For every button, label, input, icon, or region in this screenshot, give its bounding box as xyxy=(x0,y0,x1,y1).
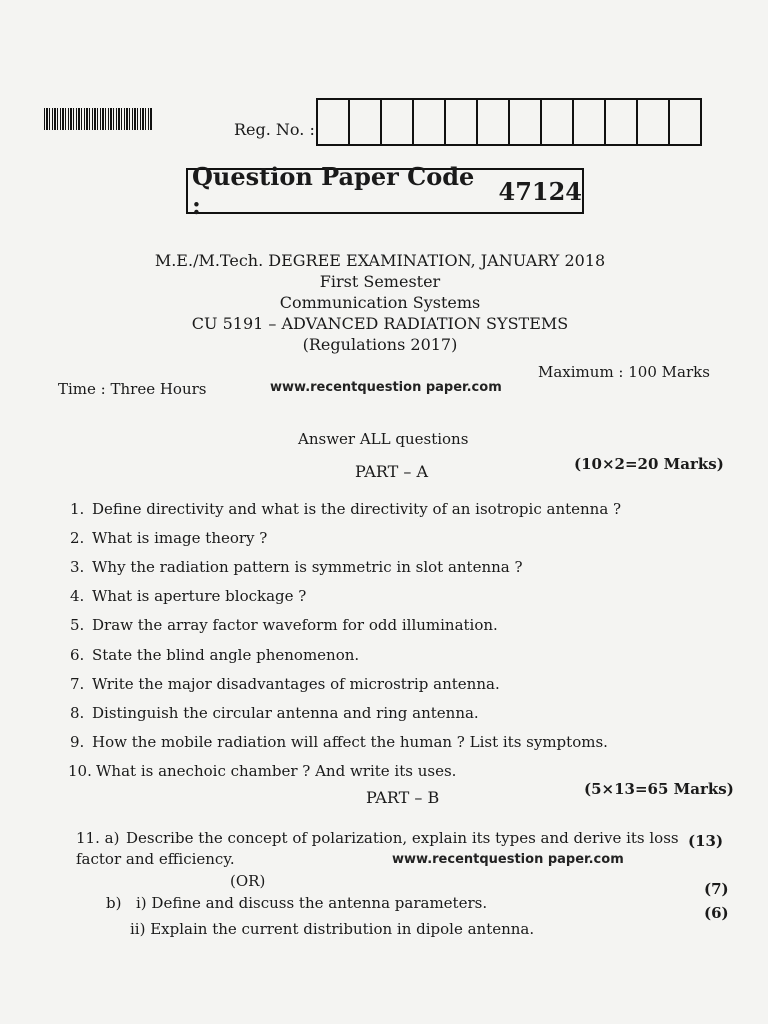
question-item: 1. Define directivity and what is the directivity of an isotropic antenna ? xyxy=(70,500,622,518)
q11b-label: b) xyxy=(106,894,122,912)
reg-no-digit-box xyxy=(350,100,382,144)
q11b-i-marks: (7) xyxy=(704,880,729,898)
reg-no-boxes xyxy=(316,98,702,146)
reg-no-digit-box xyxy=(446,100,478,144)
part-a-marks: (10×2=20 Marks) xyxy=(574,455,724,473)
reg-no-digit-box xyxy=(542,100,574,144)
part-b-heading: PART – B xyxy=(366,788,440,807)
course-title: CU 5191 – ADVANCED RADIATION SYSTEMS xyxy=(191,314,569,333)
answer-all-instruction: Answer ALL questions xyxy=(298,430,469,448)
reg-no-digit-box xyxy=(510,100,542,144)
qpc-code: 47124 xyxy=(498,176,582,206)
question-item: 10. What is anechoic chamber ? And write its uses. xyxy=(68,762,457,780)
qpc-label: Question Paper Code : xyxy=(192,162,475,220)
or-separator: (OR) xyxy=(230,872,266,890)
max-marks: Maximum : 100 Marks xyxy=(538,363,710,381)
question-item: 2. What is image theory ? xyxy=(70,529,268,547)
q11a-marks: (13) xyxy=(688,832,724,850)
reg-no-digit-box xyxy=(478,100,510,144)
question-item: 3. Why the radiation pattern is symmetric in slot antenna ? xyxy=(70,558,523,576)
reg-no-digit-box xyxy=(318,100,350,144)
question-11b xyxy=(106,890,534,942)
reg-no-digit-box xyxy=(574,100,606,144)
reg-no-digit-box xyxy=(638,100,670,144)
part-a-heading: PART – A xyxy=(355,462,429,481)
question-item: 6. State the blind angle phenomenon. xyxy=(70,646,360,664)
branch: Communication Systems xyxy=(279,293,481,312)
question-item: 5. Draw the array factor waveform for odd illumination. xyxy=(70,616,498,634)
part-b-marks: (5×13=65 Marks) xyxy=(584,780,734,798)
q11b-ii-marks: (6) xyxy=(704,904,729,922)
regulations: (Regulations 2017) xyxy=(302,335,458,354)
q11a-text: Describe the concept of polarization, explain its types and derive its loss factor and efficiency. xyxy=(76,829,679,868)
reg-no-digit-box xyxy=(414,100,446,144)
barcode xyxy=(44,108,152,130)
semester: First Semester xyxy=(319,272,441,291)
reg-no-digit-box xyxy=(382,100,414,144)
question-item: 7. Write the major disadvantages of microstrip antenna. xyxy=(70,675,500,693)
time-allowed: Time : Three Hours xyxy=(58,380,207,398)
q11b-i-text: i) Define and discuss the antenna parameters. xyxy=(136,894,488,912)
question-item: 4. What is aperture blockage ? xyxy=(70,587,307,605)
exam-title: M.E./M.Tech. DEGREE EXAMINATION, JANUARY 2018 xyxy=(154,251,606,270)
reg-no-label: Reg. No. : xyxy=(234,120,315,139)
exam-heading xyxy=(110,250,650,355)
question-paper-code-box xyxy=(186,162,584,220)
question-item: 8. Distinguish the circular antenna and ring antenna. xyxy=(70,704,479,722)
question-item: 9. How the mobile radiation will affect the human ? List its symptoms. xyxy=(70,733,608,751)
q11-label: 11. a) xyxy=(76,829,120,847)
q11b-ii-text: ii) Explain the current distribution in dipole antenna. xyxy=(130,920,535,938)
watermark: www.recentquestion paper.com xyxy=(270,380,502,395)
reg-no-digit-box xyxy=(606,100,638,144)
watermark: www.recentquestion paper.com xyxy=(392,852,624,867)
reg-no-digit-box xyxy=(670,100,700,144)
